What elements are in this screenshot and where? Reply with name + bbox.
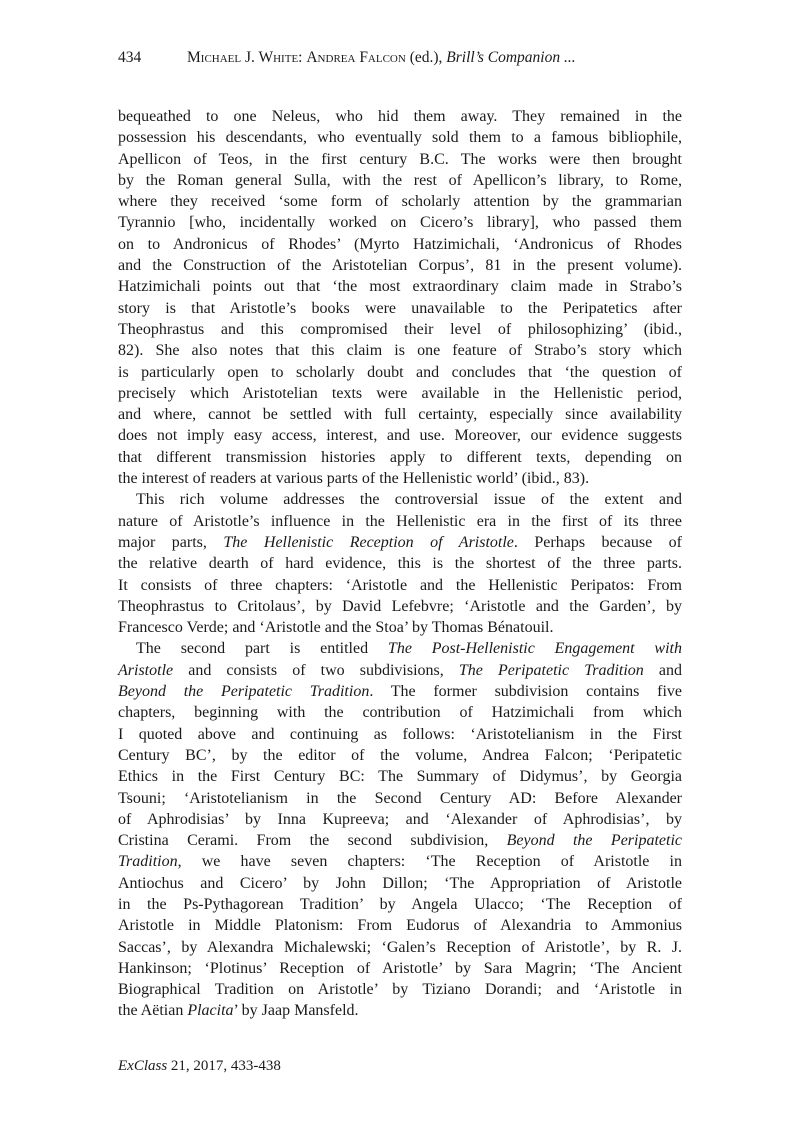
text-segment: precisely which Aristotelian texts were available in the Hellenistic period, bbox=[118, 384, 682, 402]
text-segment: Aristotle in Middle Platonism: From Eudorus of Alexandria to Ammonius bbox=[118, 917, 682, 935]
italic-text: Placita bbox=[187, 1002, 234, 1020]
text-segment: Apellicon of Teos, in the first century B.C. The works were then brought bbox=[118, 150, 682, 168]
text-line bbox=[118, 212, 682, 233]
text-line bbox=[118, 425, 682, 446]
journal-citation: 21, 2017, 433-438 bbox=[167, 1058, 281, 1074]
text-line bbox=[118, 170, 682, 191]
text-segment: on to Andronicus of Rhodes’ (Myrto Hatzimichali, ‘Andronicus of Rhodes bbox=[118, 235, 682, 253]
book-editor: Andrea Falcon bbox=[306, 49, 406, 66]
text-line bbox=[118, 191, 682, 212]
text-segment: This rich volume addresses the controversial issue of the extent and bbox=[136, 491, 682, 509]
text-line bbox=[118, 724, 682, 745]
text-line bbox=[118, 149, 682, 170]
text-line bbox=[118, 532, 682, 553]
text-segment: Tsouni; ‘Aristotelianism in the Second Century AD: Before Alexander bbox=[118, 789, 682, 807]
text-segment: of Aphrodisias’ by Inna Kupreeva; and ‘Alexander of Aphrodisias’, by bbox=[118, 810, 682, 828]
paragraph bbox=[118, 106, 682, 489]
text-segment: 82). She also notes that this claim is one feature of Strabo’s story which bbox=[118, 342, 682, 360]
text-line bbox=[118, 851, 682, 872]
text-segment: is particularly open to scholarly doubt and concludes that ‘the question of bbox=[118, 363, 682, 381]
italic-text: The Hellenistic Reception of Aristotle bbox=[223, 533, 514, 551]
text-segment: Francesco Verde; and ‘Aristotle and the Stoa’ by Thomas Bénatouil. bbox=[118, 619, 554, 637]
text-line bbox=[118, 298, 682, 319]
italic-text: Tradition bbox=[118, 853, 178, 871]
text-line bbox=[118, 638, 682, 659]
book-title: Brill’s Companion ... bbox=[446, 49, 576, 66]
text-line bbox=[118, 894, 682, 915]
text-line bbox=[118, 809, 682, 830]
text-segment: Century BC’, by the editor of the volume, Andrea Falcon; ‘Peripatetic bbox=[118, 746, 682, 764]
text-line bbox=[118, 958, 682, 979]
italic-text: The Post-Hellenistic Engagement with bbox=[387, 640, 682, 658]
text-segment: Hankinson; ‘Plotinus’ Reception of Aristotle’ by Sara Magrin; ‘The Ancient bbox=[118, 959, 682, 977]
text-segment: Antiochus and Cicero’ by John Dillon; ‘The Appropriation of Aristotle bbox=[118, 874, 682, 892]
text-line bbox=[118, 660, 682, 681]
text-segment: Ethics in the First Century BC: The Summary of Didymus’, by Georgia bbox=[118, 768, 682, 786]
article-body bbox=[118, 106, 682, 1022]
text-segment: possession his descendants, who eventually sold them to a famous bibliophile, bbox=[118, 129, 682, 147]
page-footer bbox=[118, 1058, 281, 1075]
text-line bbox=[118, 745, 682, 766]
text-line bbox=[118, 362, 682, 383]
text-line bbox=[118, 468, 682, 489]
text-segment: the relative dearth of hard evidence, this is the shortest of the three parts. bbox=[118, 555, 682, 573]
text-segment: the Aëtian bbox=[118, 1002, 188, 1020]
text-segment: story is that Aristotle’s books were unavailable to the Peripatetics after bbox=[118, 299, 682, 317]
italic-text: The Peripatetic Tradition bbox=[458, 661, 644, 679]
text-segment: Saccas’, by Alexandra Michalewski; ‘Galen’s Reception of Aristotle’, by R. J. bbox=[118, 938, 682, 956]
text-segment: Biographical Tradition on Aristotle’ by Tiziano Dorandi; and ‘Aristotle in bbox=[118, 981, 682, 999]
text-segment: Hatzimichali points out that ‘the most extraordinary claim made in Strabo’s bbox=[118, 278, 682, 296]
text-segment: Tyrannio [who, incidentally worked on Cicero’s library], who passed them bbox=[118, 214, 682, 232]
text-segment: bequeathed to one Neleus, who hid them away. They remained in the bbox=[118, 108, 682, 125]
text-segment: major parts, bbox=[118, 533, 224, 551]
review-author: Michael J. White bbox=[187, 49, 299, 66]
text-segment: Cristina Cerami. From the second subdivision, bbox=[118, 832, 507, 850]
text-segment: nature of Aristotle’s influence in the Hellenistic era in the first of its three bbox=[118, 512, 682, 530]
editor-note: (ed.), bbox=[405, 49, 447, 66]
text-line bbox=[118, 617, 682, 638]
text-line bbox=[118, 766, 682, 787]
text-segment: where they received ‘some form of scholarly attention by the grammarian bbox=[118, 193, 682, 211]
text-line bbox=[118, 979, 682, 1000]
text-line bbox=[118, 404, 682, 425]
text-segment: Theophrastus to Critolaus’, by David Lefebvre; ‘Aristotle and the Garden’, by bbox=[118, 597, 682, 615]
text-segment: the interest of readers at various parts of the Hellenistic world’ (ibid., 83). bbox=[118, 470, 590, 488]
text-line bbox=[118, 788, 682, 809]
running-header bbox=[118, 49, 576, 67]
text-line bbox=[118, 383, 682, 404]
text-segment: ’ by Jaap Mansfeld. bbox=[233, 1002, 359, 1020]
text-segment: It consists of three chapters: ‘Aristotle and the Hellenistic Peripatos: From bbox=[118, 576, 682, 594]
italic-text: Aristotle bbox=[118, 661, 174, 679]
text-segment: by the Roman general Sulla, with the rest of Apellicon’s library, to Rome, bbox=[118, 171, 682, 189]
text-line bbox=[118, 937, 682, 958]
text-segment: and bbox=[643, 661, 682, 679]
text-line bbox=[118, 1000, 682, 1021]
page-number: 434 bbox=[118, 49, 142, 66]
italic-text: Beyond the Peripatetic bbox=[506, 832, 682, 850]
text-line bbox=[118, 575, 682, 596]
text-segment: , we have seven chapters: ‘The Reception of Aristotle in bbox=[177, 853, 682, 871]
text-line bbox=[118, 447, 682, 468]
text-line bbox=[118, 553, 682, 574]
text-segment: . The former subdivision contains five bbox=[369, 683, 682, 701]
header-separator: : bbox=[298, 49, 307, 66]
text-line bbox=[118, 830, 682, 851]
text-line bbox=[118, 702, 682, 723]
text-line bbox=[118, 596, 682, 617]
text-segment: chapters, beginning with the contribution of Hatzimichali from which bbox=[118, 704, 682, 722]
paragraph bbox=[118, 489, 682, 638]
text-segment: . Perhaps because of bbox=[513, 533, 683, 551]
text-segment: and where, cannot be settled with full certainty, especially since availability bbox=[118, 406, 682, 424]
text-segment: and consists of two subdivisions, bbox=[173, 661, 459, 679]
text-line bbox=[118, 106, 682, 127]
italic-text: Beyond the Peripatetic Tradition bbox=[118, 683, 370, 701]
text-segment: that different transmission histories apply to different texts, depending on bbox=[118, 448, 682, 466]
text-segment: Theophrastus and this compromised their level of philosophizing’ (ibid., bbox=[118, 320, 682, 338]
text-line bbox=[118, 276, 682, 297]
text-segment: I quoted above and continuing as follows: ‘Aristotelianism in the First bbox=[118, 725, 682, 743]
text-line bbox=[118, 873, 682, 894]
journal-name: ExClass bbox=[118, 1058, 168, 1074]
text-line bbox=[118, 915, 682, 936]
text-line bbox=[118, 340, 682, 361]
text-segment: and the Construction of the Aristotelian Corpus’, 81 in the present volume). bbox=[118, 257, 682, 275]
paragraph bbox=[118, 638, 682, 1021]
text-line bbox=[118, 234, 682, 255]
text-line bbox=[118, 127, 682, 148]
text-line bbox=[118, 681, 682, 702]
text-line bbox=[118, 319, 682, 340]
text-segment: does not imply easy access, interest, and use. Moreover, our evidence suggests bbox=[118, 427, 682, 445]
text-line bbox=[118, 255, 682, 276]
text-segment: The second part is entitled bbox=[136, 640, 388, 658]
text-line bbox=[118, 489, 682, 510]
text-line bbox=[118, 511, 682, 532]
text-segment: in the Ps-Pythagorean Tradition’ by Angela Ulacco; ‘The Reception of bbox=[118, 895, 682, 913]
